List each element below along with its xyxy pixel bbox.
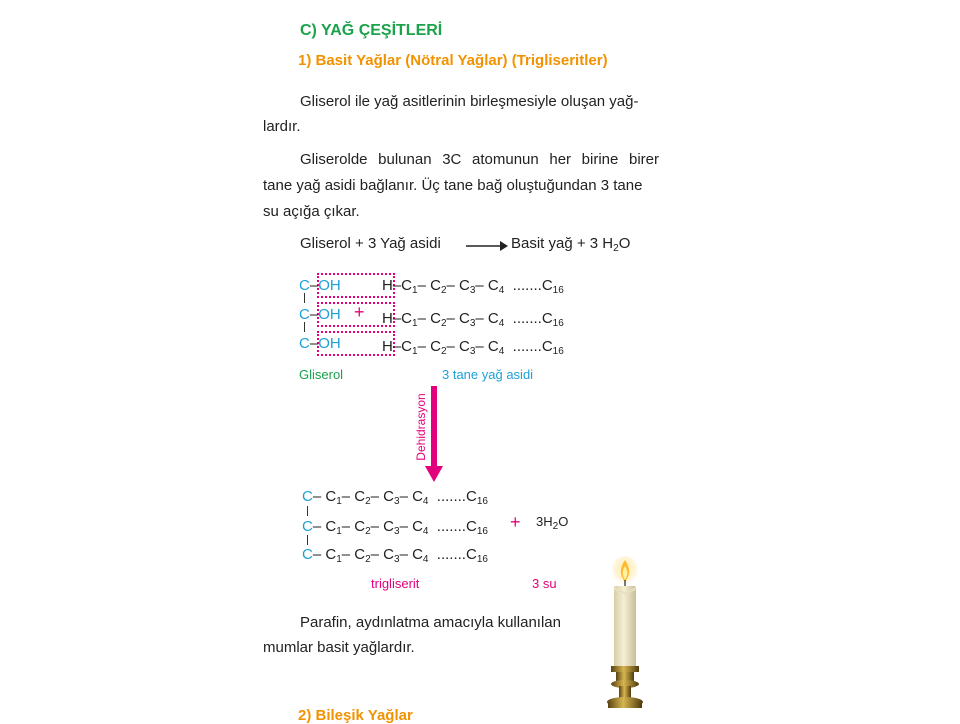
equation-right: Basit yağ + 3 $H_2O$ xyxy=(511,235,631,254)
plus-sign-bottom: + xyxy=(510,512,521,532)
equation-left: Gliserol + 3 Yağ asidi xyxy=(300,235,441,252)
arrow-right-icon xyxy=(466,240,508,252)
plus-sign: + xyxy=(354,302,365,322)
glycerol-label: Gliserol xyxy=(299,367,344,382)
section-heading: C) YAĞ ÇEŞİTLERİ xyxy=(300,22,443,39)
next-heading-partial: 2) Bileşik Yağlar xyxy=(298,707,413,724)
subheading: 1) Basit Yağlar (Nötral Yağlar) (Trigliseritler) xyxy=(298,52,608,69)
water-label: 3 su xyxy=(532,576,557,591)
water-formula: $3H_2O$ xyxy=(536,514,569,532)
equation xyxy=(300,235,441,252)
dehydration-label: Dehidrasyon xyxy=(414,393,428,461)
fatty-acids-label: 3 tane yağ asidi xyxy=(442,367,534,382)
triglyceride-label: trigliserit xyxy=(371,576,420,591)
candle-icon xyxy=(600,556,650,712)
